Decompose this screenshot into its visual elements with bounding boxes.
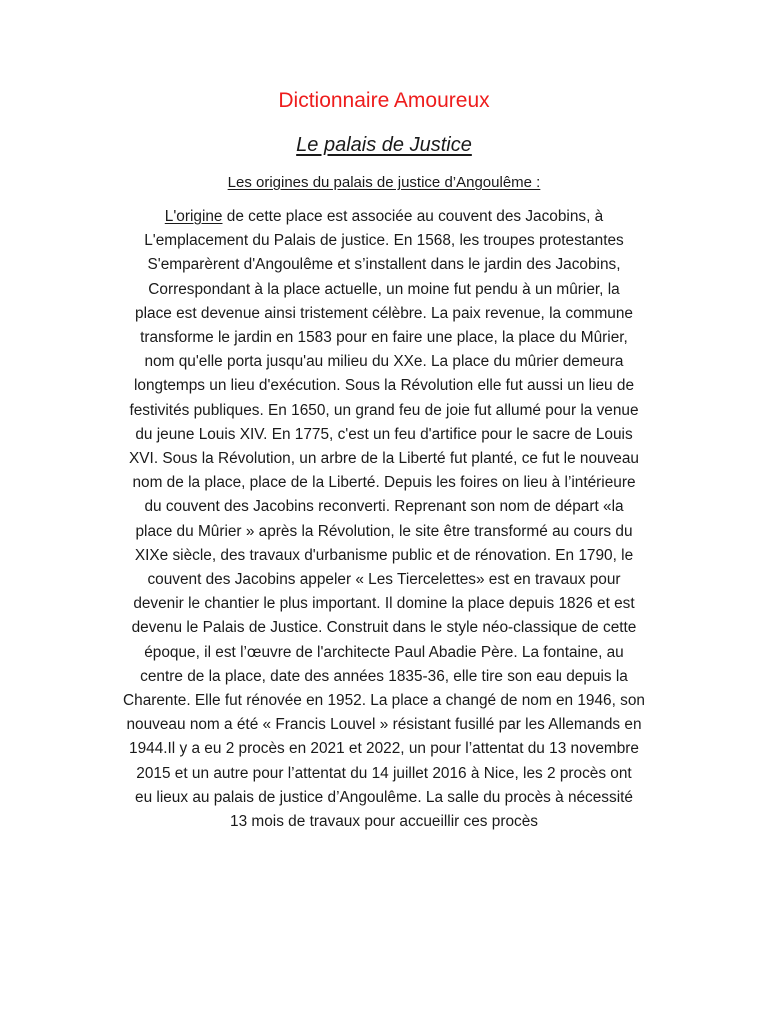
body-line: du jeune Louis XIV. En 1775, c'est un feu d'artifice pour le sacre de Louis bbox=[135, 425, 633, 443]
body-line: 1944.Il y a eu 2 procès en 2021 et 2022, un pour l’attentat du 13 novembre bbox=[129, 740, 639, 758]
body-line: époque, il est l’œuvre de l'architecte Paul Abadie Père. La fontaine, au bbox=[144, 643, 624, 661]
body-line: festivités publiques. En 1650, un grand feu de joie fut allumé pour la venue bbox=[129, 401, 639, 419]
body-line: S'emparèrent d'Angoulême et s’installent dans le jardin des Jacobins, bbox=[147, 256, 621, 274]
body-line: Charente. Elle fut rénovée en 1952. La place a changé de nom en 1946, son bbox=[123, 692, 645, 710]
body-line bbox=[88, 205, 680, 229]
document-title: Dictionnaire Amoureux bbox=[278, 89, 490, 112]
document-subtitle: Le palais de Justice bbox=[296, 134, 472, 156]
body-line: L'emplacement du Palais de justice. En 1568, les troupes protestantes bbox=[144, 232, 624, 250]
section-heading: Les origines du palais de justice d’Angoulême : bbox=[227, 174, 541, 191]
body-line: nom qu'elle porta jusqu'au milieu du XXe. La place du mûrier demeura bbox=[144, 353, 624, 371]
body-line: longtemps un lieu d'exécution. Sous la Révolution elle fut aussi un lieu de bbox=[133, 377, 635, 395]
body-line: XIXe siècle, des travaux d'urbanisme public et de rénovation. En 1790, le bbox=[134, 546, 634, 564]
body-paragraph bbox=[88, 205, 680, 834]
body-line: du couvent des Jacobins reconverti. Reprenant son nom de départ «la bbox=[144, 498, 624, 516]
body-line: Correspondant à la place actuelle, un moine fut pendu à un mûrier, la bbox=[148, 280, 620, 298]
body-line: devenir le chantier le plus important. Il domine la place depuis 1826 et est bbox=[133, 595, 635, 613]
body-line: XVI. Sous la Révolution, un arbre de la Liberté fut planté, ce fut le nouveau bbox=[129, 450, 639, 468]
body-line: devenu le Palais de Justice. Construit dans le style néo-classique de cette bbox=[131, 619, 637, 637]
body-line: transforme le jardin en 1583 pour en faire une place, la place du Mûrier, bbox=[140, 329, 628, 347]
body-line: place est devenue ainsi tristement célèbre. La paix revenue, la commune bbox=[135, 304, 633, 322]
body-line: place du Mûrier » après la Révolution, le site être transformé au cours du bbox=[135, 522, 633, 540]
body-line: 2015 et un autre pour l’attentat du 14 juillet 2016 à Nice, les 2 procès ont bbox=[136, 764, 632, 782]
body-line: 13 mois de travaux pour accueillir ces procès bbox=[230, 813, 538, 831]
body-line: centre de la place, date des années 1835-36, elle tire son eau depuis la bbox=[140, 667, 628, 685]
body-line: nom de la place, place de la Liberté. Depuis les foires on lieu à l’intérieure bbox=[132, 474, 636, 492]
lead-word: L'origine bbox=[164, 208, 223, 225]
body-line: couvent des Jacobins appeler « Les Tiercelettes» est en travaux pour bbox=[147, 571, 621, 589]
body-line-text: de cette place est associée au couvent des Jacobins, à bbox=[222, 208, 604, 225]
body-line: nouveau nom a été « Francis Louvel » résistant fusillé par les Allemands en bbox=[126, 716, 642, 734]
body-line: eu lieux au palais de justice d’Angoulême. La salle du procès à nécessité bbox=[135, 788, 633, 806]
